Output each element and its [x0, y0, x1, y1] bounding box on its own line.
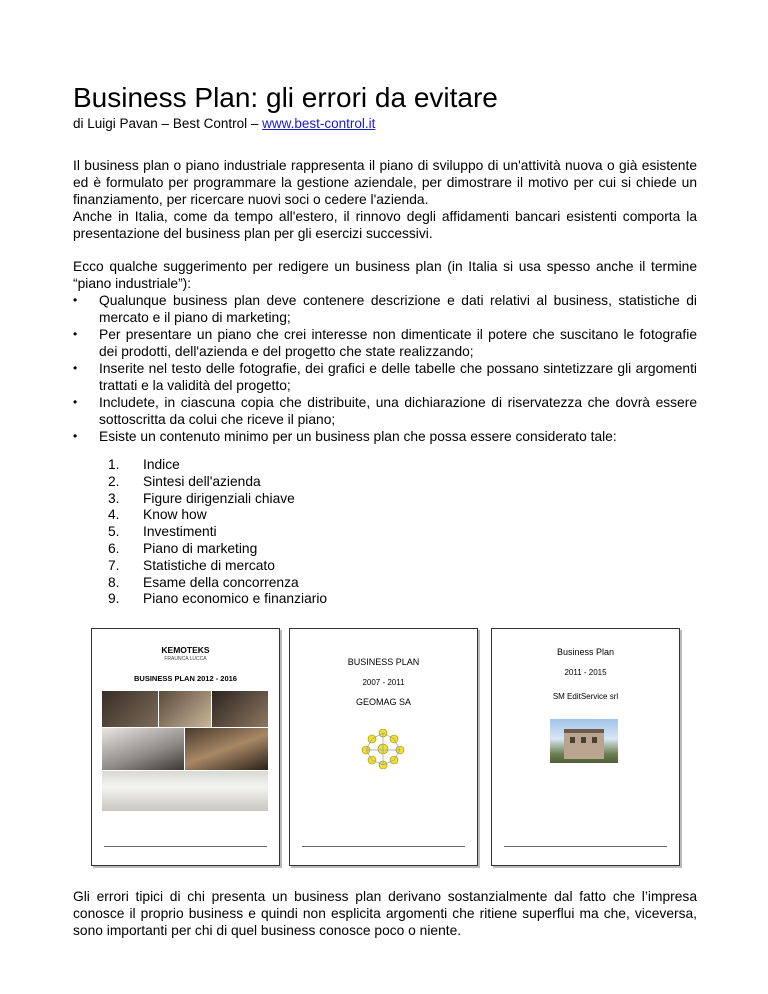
list-item: • Per presentare un piano che crei interesse non dimenticate il potere che suscitano le fotografie dei prodotti, dell'azienda e del progetto che state realizzando; [73, 326, 697, 360]
cover-company: SM EditService srl [552, 692, 619, 702]
paragraph-tips: Ecco qualche suggerimento per redigere un business plan (in Italia si usa spesso anche il termine “piano industriale”): [73, 259, 697, 291]
item-label: Indice [143, 457, 180, 472]
list-item: • Esiste un contenuto minimo per un business plan che possa essere considerato tale: [73, 428, 697, 445]
list-item [73, 491, 697, 508]
item-label: Piano di marketing [143, 540, 258, 556]
item-label: Investimenti [143, 524, 217, 540]
item-number: 3. [108, 490, 120, 506]
list-item [73, 507, 697, 524]
byline-author: di Luigi Pavan – Best Control – [73, 116, 263, 131]
item-number: 5. [108, 524, 120, 540]
cover-geomag [289, 628, 478, 866]
restaurant-photo [102, 728, 184, 770]
cover-company: GEOMAG SA [355, 697, 411, 708]
item-number: 9. [108, 591, 120, 607]
restaurant-photo [102, 691, 158, 727]
restaurant-photo [185, 728, 268, 770]
cover-footer [104, 846, 267, 853]
cover-footer [302, 846, 465, 853]
tips-list [73, 292, 697, 445]
item-number: 1. [108, 457, 120, 472]
item-number: 7. [108, 557, 120, 573]
paragraph-intro: Il business plan o piano industriale rappresenta il piano di sviluppo di un'attività nuova o già esistente ed è formulato per programmare la gestione aziendale, per dimostrare il motivo per cui si chiede un finanziamento, per ricercare nuovi soci o cedere l'azienda. [73, 158, 697, 207]
list-item [73, 524, 697, 541]
contents-list [73, 457, 697, 608]
list-item: • Includete, in ciascuna copia che distribuite, una dichiarazione di riservatezza che dovrà essere sottoscritta da colui che riceve il piano; [73, 394, 697, 428]
document-page [73, 82, 697, 939]
website-link[interactable]: www.best-control.it [262, 116, 376, 131]
document-title: Business Plan: gli errori da evitare [73, 82, 498, 113]
cover-years: 2007 - 2011 [362, 678, 405, 688]
item-label: Piano economico e finanziario [143, 591, 328, 607]
item-label: Statistiche di mercato [143, 557, 275, 573]
paragraph-errors: Gli errori tipici di chi presenta un business plan derivano sostanzialmente dal fatto che l’impresa conosce il proprio business e quindi non esplicita argomenti che ritiene superflui ma che, viceversa, sono importanti per chi di quel business conosce poco o niente. [73, 889, 697, 939]
list-item [73, 575, 697, 592]
cover-examples [73, 628, 697, 868]
cover-brand-subtitle: FRAUNCA LUCCA [164, 656, 207, 663]
item-label: Esame della concorrenza [143, 574, 299, 590]
item-number: 6. [108, 540, 120, 556]
cover-kemoteks [91, 628, 280, 866]
building-photo [550, 719, 618, 763]
item-number: 2. [108, 473, 120, 489]
cover-title: BUSINESS PLAN [347, 657, 420, 668]
item-number: 8. [108, 574, 120, 590]
item-label: Sintesi dell'azienda [143, 473, 261, 489]
paragraph-banks: Anche in Italia, come da tempo all'estero, il rinnovo degli affidamenti bancari esistenti comporta la presentazione del business plan per gli esercizi successivi. [73, 209, 697, 241]
list-item: • Inserite nel testo delle fotografie, dei grafici e delle tabelle che possano sintetizzare gli argomenti trattati e la validità del progetto; [73, 360, 697, 394]
cover-footer [504, 846, 667, 853]
item-label: Figure dirigenziali chiave [143, 490, 295, 506]
item-label: Know how [143, 507, 207, 523]
cover-title: BUSINESS PLAN 2012 - 2016 [134, 674, 237, 684]
cover-title: Business Plan [556, 647, 615, 658]
item-number: 4. [108, 507, 120, 523]
cover-smeditservice [491, 628, 680, 866]
restaurant-photo [159, 691, 211, 727]
geomag-logo-icon [360, 729, 406, 769]
list-item [73, 457, 697, 474]
list-item: • Qualunque business plan deve contenere descrizione e dati relativi al business, statistiche di mercato e il piano di marketing; [73, 292, 697, 326]
list-item [73, 591, 697, 608]
photo-collage [102, 691, 268, 811]
list-item [73, 474, 697, 491]
restaurant-photo [102, 771, 268, 811]
cover-brand: KEMOTEKS [161, 645, 210, 656]
byline [73, 116, 697, 132]
cover-years: 2011 - 2015 [564, 668, 607, 678]
list-item [73, 541, 697, 558]
list-item [73, 558, 697, 575]
restaurant-photo [212, 691, 268, 727]
